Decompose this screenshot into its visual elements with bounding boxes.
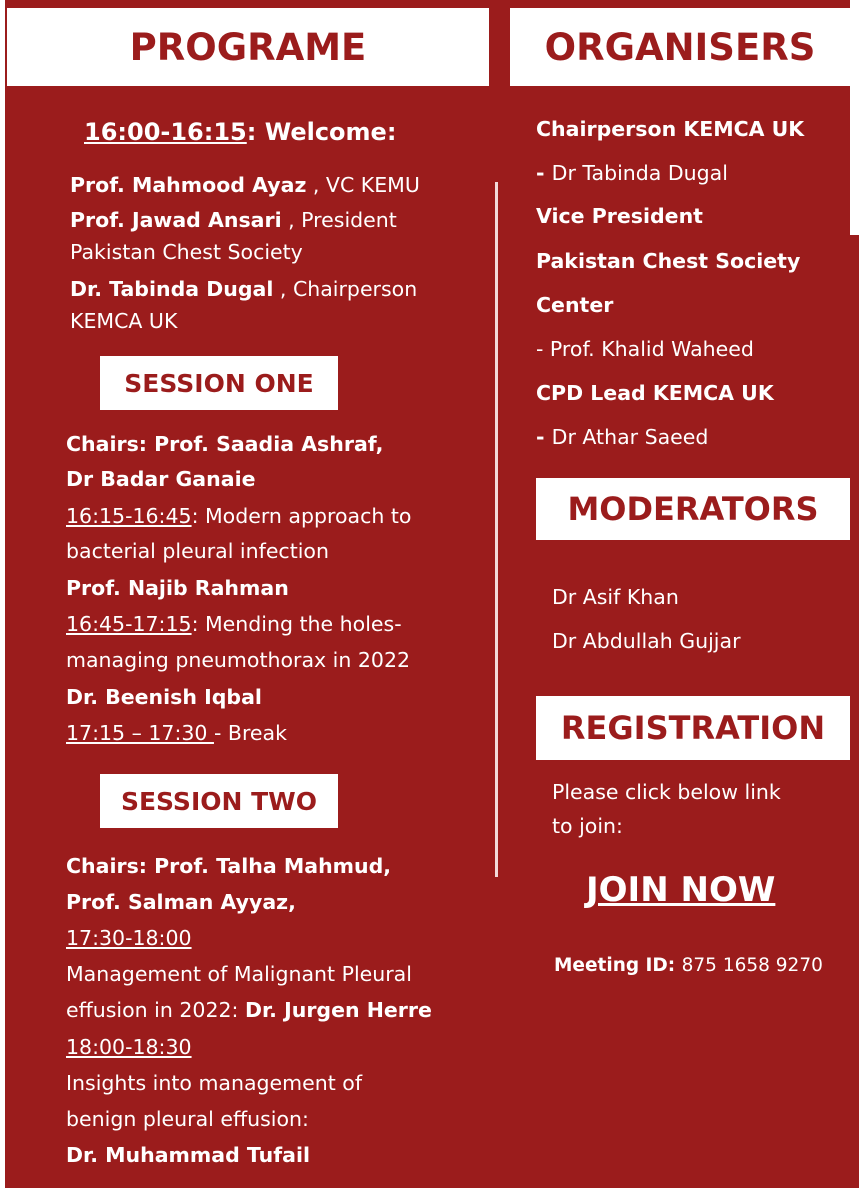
session-two-chairs-cont: Prof. Salman Ayyaz, — [66, 890, 296, 914]
dash-bullet: - — [536, 337, 550, 361]
speaker-role-cont: Pakistan Chest Society — [70, 240, 303, 264]
talk-row — [66, 611, 402, 637]
welcome-label: : Welcome: — [246, 118, 397, 146]
meeting-id-value: 875 1658 9270 — [681, 955, 823, 976]
talk-speaker: Dr. Beenish Iqbal — [66, 685, 262, 709]
speaker-name: Prof. Mahmood Ayaz — [70, 173, 307, 197]
welcome-time: 16:00-16:15 — [84, 118, 247, 146]
talk-time: 16:15-16:45 — [66, 504, 192, 528]
talk-speaker: Prof. Najib Rahman — [66, 576, 289, 600]
moderators-header: MODERATORS — [536, 478, 850, 540]
talk-speaker: Dr. Muhammad Tufail — [66, 1143, 311, 1167]
talk-title: : Mending the holes- — [191, 612, 402, 636]
organiser-role: Chairperson KEMCA UK — [536, 117, 805, 141]
session-two-chairs: Chairs: Prof. Talha Mahmud, — [66, 854, 392, 878]
speaker-role: , Chairperson — [273, 277, 418, 301]
session-two-header: SESSION TWO — [100, 774, 338, 828]
dash-bullet: - — [536, 425, 552, 449]
frame-right-border — [850, 0, 859, 235]
moderator-name: Dr Abdullah Gujjar — [552, 629, 741, 653]
talk-speaker: Dr. Jurgen Herre — [244, 998, 432, 1022]
talk-time: 17:30-18:00 — [66, 926, 192, 950]
frame-left-border — [0, 0, 5, 1200]
talk-row — [66, 997, 432, 1023]
meeting-id-label: Meeting ID: — [554, 955, 682, 976]
organiser-name: Dr Tabinda Dugal — [551, 161, 728, 185]
registration-text-cont: to join: — [552, 814, 623, 838]
speaker-name: Prof. Jawad Ansari — [70, 208, 282, 232]
talk-title-cont: benign pleural effusion: — [66, 1107, 309, 1131]
registration-header: REGISTRATION — [536, 696, 850, 760]
speaker-row — [70, 207, 397, 233]
organiser-name-row — [536, 160, 728, 186]
talk-row — [66, 503, 411, 529]
frame-bottom-border — [0, 1188, 859, 1200]
moderator-name: Dr Asif Khan — [552, 585, 679, 609]
talk-title-cont: effusion in 2022: — [66, 998, 245, 1022]
organiser-name: Dr Athar Saeed — [551, 425, 709, 449]
session-one-chairs: Chairs: Prof. Saadia Ashraf, — [66, 432, 384, 456]
column-divider — [495, 182, 498, 877]
organiser-name: Prof. Khalid Waheed — [549, 337, 754, 361]
speaker-role: , President — [281, 208, 397, 232]
organiser-name-row — [536, 424, 708, 450]
break-label: - Break — [213, 721, 287, 745]
speaker-role: , VC KEMU — [306, 173, 420, 197]
organiser-name-row — [536, 336, 754, 362]
talk-title: : Modern approach to — [191, 504, 412, 528]
talk-title: Insights into management of — [66, 1071, 363, 1095]
join-now-link[interactable]: JOIN NOW — [586, 870, 776, 910]
break-row — [66, 720, 287, 746]
speaker-name: Dr. Tabinda Dugal — [70, 277, 274, 301]
programe-header: PROGRAME — [7, 8, 489, 86]
registration-text: Please click below link — [552, 780, 781, 804]
talk-title-cont: bacterial pleural infection — [66, 539, 329, 563]
welcome-heading — [84, 118, 396, 146]
speaker-role-cont: KEMCA UK — [70, 309, 178, 333]
organisers-header: ORGANISERS — [510, 8, 850, 86]
talk-title: Management of Malignant Pleural — [66, 962, 412, 986]
speaker-row — [70, 172, 420, 198]
talk-time: 18:00-18:30 — [66, 1035, 192, 1059]
organiser-role: CPD Lead KEMCA UK — [536, 381, 774, 405]
dash-bullet: - — [536, 161, 552, 185]
talk-time: 16:45-17:15 — [66, 612, 192, 636]
meeting-id-row — [554, 953, 823, 979]
organiser-role: Vice President — [536, 204, 703, 228]
session-one-header: SESSION ONE — [100, 356, 338, 410]
organiser-role-cont: Center — [536, 293, 614, 317]
speaker-row — [70, 276, 417, 302]
talk-title-cont: managing pneumothorax in 2022 — [66, 648, 411, 672]
break-time: 17:15 – 17:30 — [66, 721, 214, 745]
session-one-chairs-cont: Dr Badar Ganaie — [66, 467, 256, 491]
organiser-role-cont: Pakistan Chest Society — [536, 249, 801, 273]
